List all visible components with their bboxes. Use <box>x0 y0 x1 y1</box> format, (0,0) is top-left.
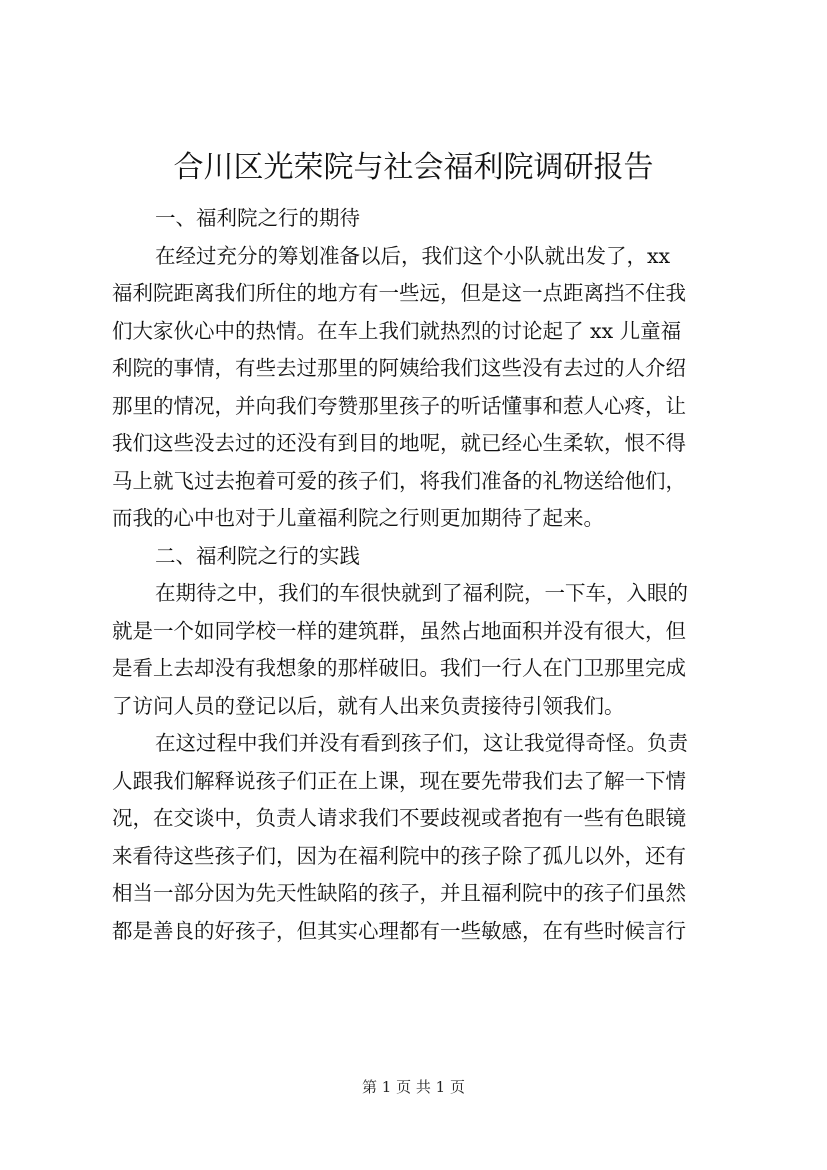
paragraph-line: 就是一个如同学校一样的建筑群，虽然占地面积并没有很大，但 <box>112 618 686 643</box>
paragraph-line: 利院的事情，有些去过那里的阿姨给我们这些没有去过的人介绍 <box>112 356 686 380</box>
paragraph-line: 是看上去却没有我想象的那样破旧。我们一行人在门卫那里完成 <box>112 656 686 680</box>
paragraph-line: 那里的情况，并向我们夸赞那里孩子的听话懂事和惹人心疼，让 <box>112 393 686 418</box>
paragraph-line: 在这过程中我们并没有看到孩子们，这让我觉得奇怪。负责 <box>155 731 688 755</box>
paragraph-line: 了访问人员的登记以后，就有人出来负责接待引领我们。 <box>112 693 625 718</box>
paragraph-line: 在期待之中，我们的车很快就到了福利院，一下车，入眼的 <box>155 581 688 605</box>
document-title: 合川区光荣院与社会福利院调研报告 <box>173 150 654 185</box>
paragraph-line: 们大家伙心中的热情。在车上我们就热烈的讨论起了 xx 儿童福 <box>112 318 682 343</box>
paragraph-line: 相当一部分因为先天性缺陷的孩子，并且福利院中的孩子们虽然 <box>112 881 686 905</box>
paragraph-line: 人跟我们解释说孩子们正在上课，现在要先带我们去了解一下情 <box>112 768 686 793</box>
paragraph-line: 马上就飞过去抱着可爱的孩子们，将我们准备的礼物送给他们， <box>112 468 686 493</box>
paragraph-line: 在经过充分的筹划准备以后，我们这个小队就出发了，xx <box>155 243 671 268</box>
section-heading: 一、福利院之行的期待 <box>155 206 360 230</box>
paragraph-line: 来看待这些孩子们，因为在福利院中的孩子除了孤儿以外，还有 <box>112 843 686 868</box>
paragraph-line: 而我的心中也对于儿童福利院之行则更加期待了起来。 <box>112 506 604 530</box>
paragraph-line: 况，在交谈中，负责人请求我们不要歧视或者抱有一些有色眼镜 <box>112 806 686 830</box>
paragraph-line: 都是善良的好孩子，但其实心理都有一些敏感，在有些时候言行 <box>112 918 686 943</box>
paragraph-line: 我们这些没去过的还没有到目的地呢，就已经心生柔软，恨不得 <box>112 431 686 455</box>
section-heading: 二、福利院之行的实践 <box>155 543 360 568</box>
page-footer: 第 1 页 共 1 页 <box>362 1078 465 1096</box>
paragraph-line: 福利院距离我们所住的地方有一些远，但是这一点距离挡不住我 <box>112 281 686 305</box>
document-body <box>112 200 717 950</box>
